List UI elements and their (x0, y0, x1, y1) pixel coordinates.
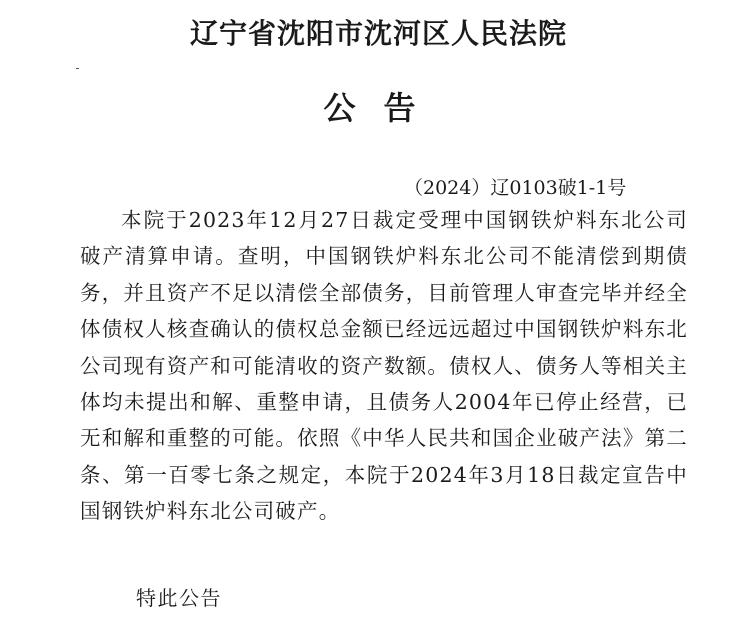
case-number: （2024）辽0103破1-1号 (404, 177, 627, 199)
scan-mark (76, 68, 79, 69)
closing-remark: 特此公告 (136, 586, 222, 610)
court-title: 辽宁省沈阳市沈河区人民法院 (189, 17, 567, 50)
document-type-heading: 公告 (323, 89, 444, 127)
announcement-body: 本院于2023年12月27日裁定受理中国钢铁炉料东北公司破产清算申请。查明，中国钢铁炉料东北公司不能清偿到期债务，并且资产不足以清偿全部债务，目前管理人审查完毕并经全体债权人核查确认的债权总金额已经远远超过中国钢铁炉料东北公司现有资产和可能清收的资产数额。债权人、债务人等相关主体均未提出和解、重整申请，且债务人2004年已停止经营，已无和解和重整的可能。依照《中华人民共和国企业破产法》第二条、第一百零七条之规定，本院于2024年3月18日裁定宣告中国钢铁炉料东北公司破产。 (80, 208, 688, 524)
